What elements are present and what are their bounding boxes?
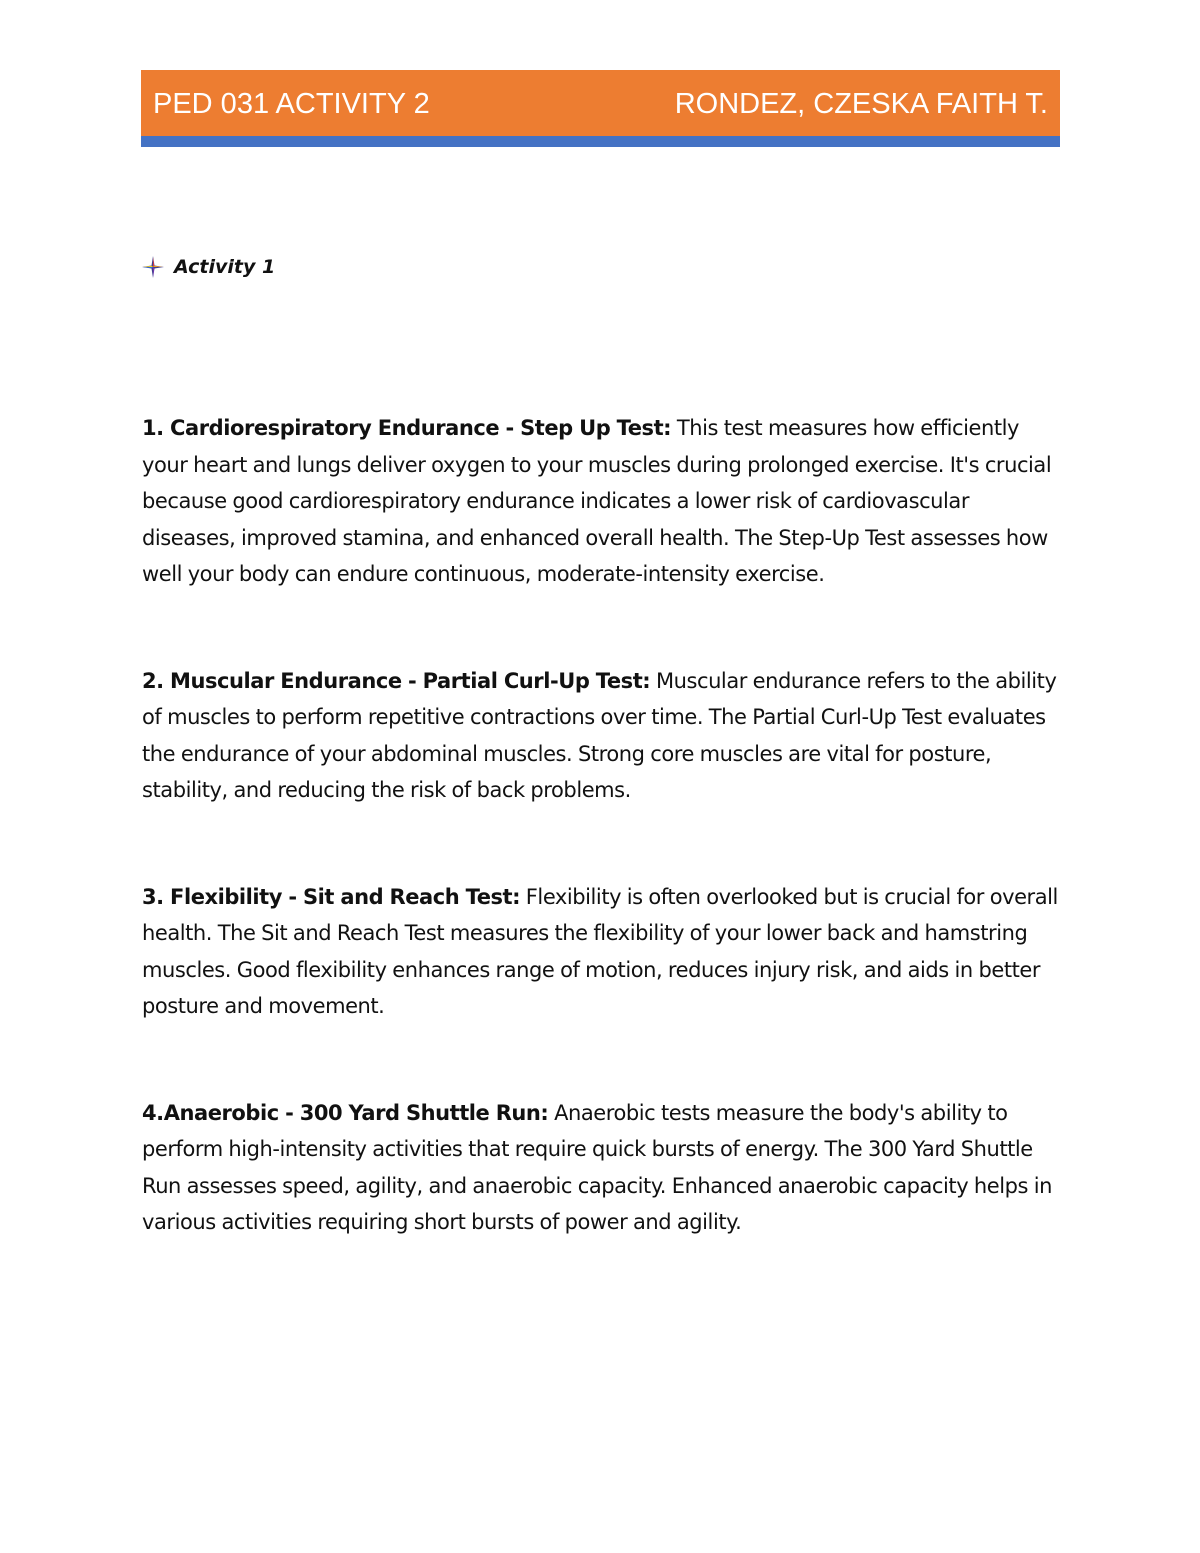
- item-heading: 3. Flexibility - Sit and Reach Test:: [142, 884, 521, 909]
- header-divider: [141, 136, 1060, 147]
- test-item-anaerobic: [142, 1095, 1062, 1241]
- item-text: This test measures how efficiently your heart and lungs deliver oxygen to your muscles during prolonged exercise. It's crucial because good cardiorespiratory endurance indicates a lower risk of cardiovascular diseases, improved stamina, and enhanced overall health. The Step-Up Test assesses how well your body can endure continuous, moderate-intensity exercise.: [142, 416, 1052, 586]
- document-header: [141, 70, 1060, 136]
- item-heading: 4.Anaerobic - 300 Yard Shuttle Run:: [142, 1100, 549, 1125]
- test-item-flexibility: [142, 879, 1062, 1025]
- test-item-cardiorespiratory: [142, 410, 1062, 593]
- activity-heading: [142, 256, 275, 278]
- header-course-title: PED 031 ACTIVITY 2: [153, 87, 430, 120]
- activity-title: Activity 1: [174, 256, 276, 278]
- star-bullet-icon: [142, 256, 164, 278]
- header-student-name: RONDEZ, CZESKA FAITH T.: [674, 87, 1048, 120]
- item-text: Anaerobic tests measure the body's ability to perform high-intensity activities that require quick bursts of energy. The 300 Yard Shuttle Run assesses speed, agility, and anaerobic capacity. Enhanced anaerobic capacity helps in various activities requiring short bursts of power and agility.: [142, 1100, 1052, 1234]
- item-heading: 1. Cardiorespiratory Endurance - Step Up Test:: [142, 416, 672, 440]
- document-body: [142, 410, 1062, 1241]
- test-item-muscular-endurance: [142, 663, 1062, 809]
- item-text: Muscular endurance refers to the ability of muscles to perform repetitive contractions over time. The Partial Curl-Up Test evaluates the endurance of your abdominal muscles. Strong core muscles are vital for posture, stability, and reducing the risk of back problems.: [142, 668, 1057, 802]
- item-heading: 2. Muscular Endurance - Partial Curl-Up Test:: [142, 668, 651, 693]
- item-text: Flexibility is often overlooked but is crucial for overall health. The Sit and Reach Test measures the flexibility of your lower back and hamstring muscles. Good flexibility enhances range of motion, reduces injury risk, and aids in better posture and movement.: [142, 884, 1058, 1018]
